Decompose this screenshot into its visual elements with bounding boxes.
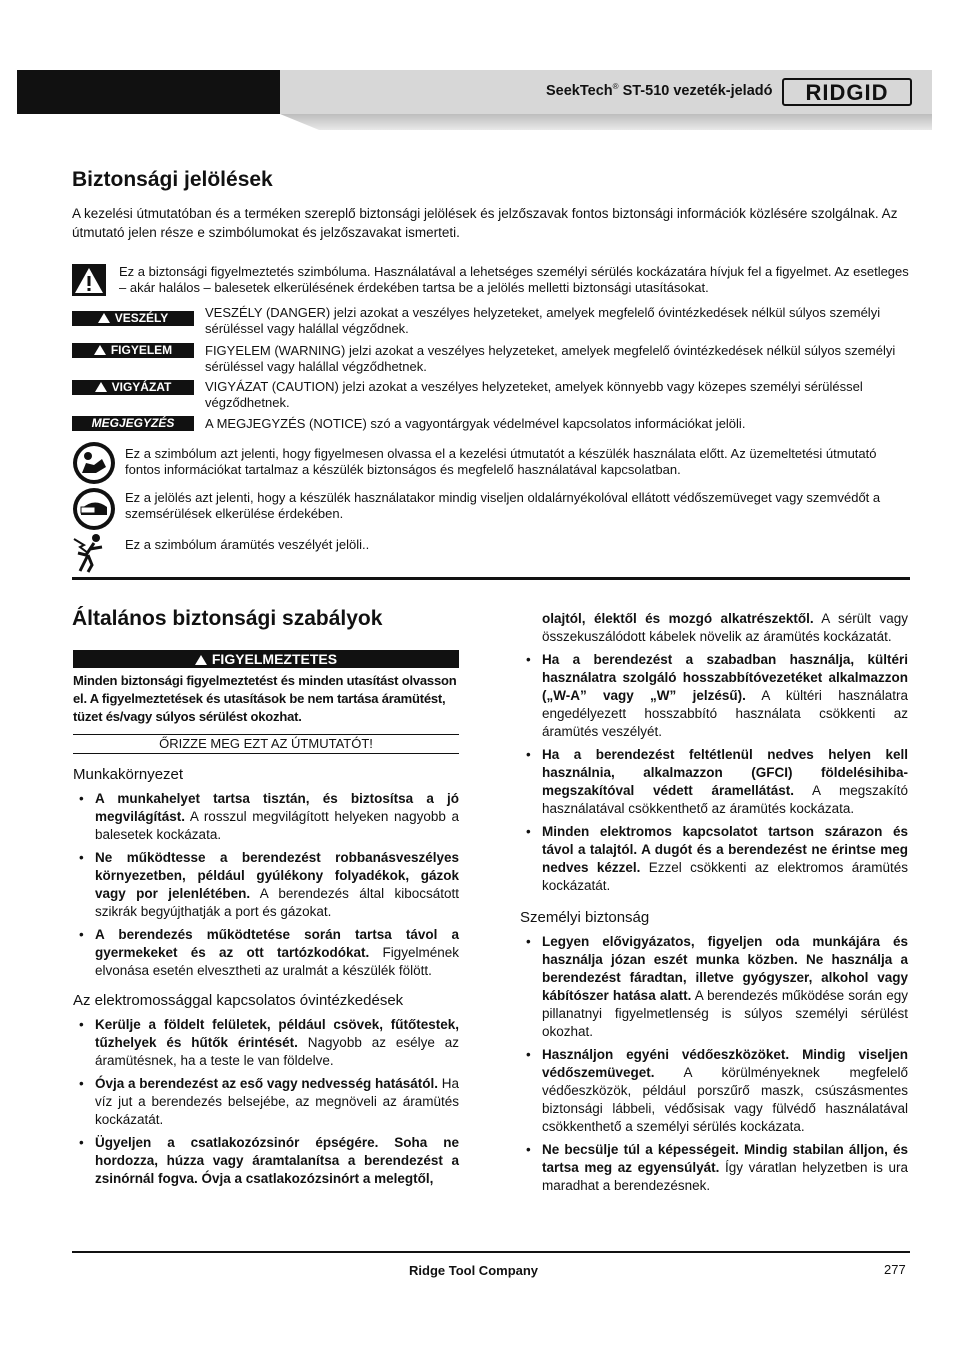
footer-company: Ridge Tool Company xyxy=(409,1263,539,1278)
section-divider xyxy=(72,577,910,580)
caution-text: VIGYÁZAT (CAUTION) jelzi azokat a veszélyes helyzeteket, amelyek könnyebb vagy közepes személyi sérüléssel végződhetnek. xyxy=(205,379,863,410)
keep-manual-notice: ŐRIZZE MEG EZT AZ ÚTMUTATÓT! xyxy=(73,734,459,754)
logo-text: RIDGID xyxy=(805,80,889,105)
electrical-heading: Az elektromossággal kapcsolatos óvintézkedések xyxy=(73,992,404,1009)
personal-safety-list xyxy=(520,933,908,1195)
list-item: • Ne működtesse a berendezést robbanásveszélyes környezetben, például gyúlékony folyadékok, gázok vagy por jelenlétében. A berendezés által kibocsátott szikrák begyújthatják a port és gázokat. xyxy=(73,849,459,921)
page-number: 277 xyxy=(884,1262,906,1277)
list-item: • Kerülje a földelt felületek, például csövek, fűtőtestek, tűzhelyek és hűtők érintését. Nagyobb az esélye az áramütésnek, ha a teste le van földelve. xyxy=(73,1016,459,1070)
badge-danger: VESZÉLY xyxy=(72,311,194,326)
safety-glasses-icon xyxy=(72,487,116,531)
left-column xyxy=(73,650,459,1193)
badge-notice: MEGJEGYZÉS xyxy=(72,416,194,431)
continued-text: olajtól, élektől és mozgó alkatrészektől. A sérült vagy összekuszálódott kábelek növelik az áramütés kockázatát. xyxy=(542,611,908,644)
warning-text: FIGYELEM (WARNING) jelzi azokat a veszélyes helyzeteket, amelyek megfelelő óvintézkedések nélkül súlyos személyi sérüléssel vagy halállal végződhetnek. xyxy=(205,343,896,374)
list-item: • A munkahelyet tartsa tisztán, és biztosítsa a jó megvilágítást. A rosszul megvilágított helyeken nagyobb a balesetek kockázata. xyxy=(73,790,459,844)
alert-symbol-text: Ez a biztonsági figyelmeztetés szimbóluma. Használatával a lehetséges személyi sérülés kockázatára hívjuk fel a figyelmet. Az esetleges – akár halálos – balesetek elkerülésének érdekében tartsa be a jelölés melletti biztonsági utasításokat. xyxy=(119,264,909,295)
read-manual-text: Ez a szimbólum azt jelenti, hogy figyelmesen olvassa el a kezelési útmutatót a készülék használata előtt. Az üzemeltetési útmutató fontos információkat tartalmaz a készülék biztonságos és megfelelő használatával kapcsolatban. xyxy=(125,446,877,477)
list-item: • A berendezés működtetése során tartsa távol a gyermekeket és az ott tartózkodókat. Figyelmének elvonása esetén elvesztheti az uralmát a készülék fölött. xyxy=(73,926,459,980)
badge-caution: VIGYÁZAT xyxy=(72,380,194,395)
header-black-bar xyxy=(17,70,280,114)
list-item: • Ne becsülje túl a képességeit. Mindig stabilan álljon, és tartsa meg az egyensúlyát. Így váratlan helyzetben is ura maradhat a berendezésnek. xyxy=(520,1141,908,1195)
header-shadow xyxy=(280,114,932,130)
warning-triangle-icon xyxy=(94,345,106,355)
notice-text: A MEGJEGYZÉS (NOTICE) szó a vagyontárgyak védelmével kapcsolatos információkat jelöli. xyxy=(205,416,746,431)
work-area-list xyxy=(73,790,459,980)
footer-rule xyxy=(72,1251,910,1253)
right-column xyxy=(520,610,908,1200)
section1-title: Biztonsági jelölések xyxy=(72,168,273,191)
warning-bar: FIGYELMEZTETES xyxy=(73,650,459,668)
electrical-list xyxy=(73,1016,459,1188)
list-item: • Ha a berendezést a szabadban használja, kültéri használatra szolgáló hosszabbítóvezetéket alkalmazzon („W-A” vagy „W” jelzésű). A kültéri használatra engedélyezett hosszabbító használata csökkenti az áramütés veszélyét. xyxy=(520,651,908,741)
safety-glasses-text: Ez a jelölés azt jelenti, hogy a készülék használatakor mindig viseljen oldalárnyékolóval ellátott védőszemüveget vagy szemvédőt a szemsérülések elkerülése érdekében. xyxy=(125,490,881,521)
badge-warning: FIGYELEM xyxy=(72,343,194,358)
warning-triangle-icon xyxy=(195,655,207,665)
list-item: • Használjon egyéni védőeszközöket. Mindig viseljen védőszemüveget. A körülményeknek megfelelő védőeszközök, például porszűrő maszk, csúszásmentes biztonsági lábbeli, védősisak vagy fülvédő használatával csökkenthető a személyi sérülés kockázata. xyxy=(520,1046,908,1136)
section1-intro: A kezelési útmutatóban és a terméken szereplő biztonsági jelölések és jelzőszavak fontos biztonsági információk közlésére szolgálnak. Az útmutató jelen része e szimbólumokat és jelzőszavakat ismerteti. xyxy=(72,206,898,240)
electric-shock-text: Ez a szimbólum áramütés veszélyét jelöli.. xyxy=(125,537,370,552)
warning-triangle-icon xyxy=(98,313,110,323)
section2-title: Általános biztonsági szabályok xyxy=(72,607,383,630)
work-area-heading: Munkakörnyezet xyxy=(73,766,184,783)
ridgid-logo xyxy=(782,78,912,106)
read-manual-icon xyxy=(72,441,116,485)
electric-shock-icon xyxy=(72,533,112,573)
list-item: • Ügyeljen a csatlakozózsinór épségére. Soha ne hordozza, húzza vagy áramtalanítsa a berendezést a zsinórnál fogva. Óvja a csatlakozózsinórt a melegtől, xyxy=(73,1134,459,1188)
header-title: SeekTech® ST-510 vezeték-jeladó xyxy=(546,82,773,99)
personal-safety-heading: Személyi biztonság xyxy=(520,909,650,926)
warning-bar-text: Minden biztonsági figyelmeztetést és minden utasítást olvasson el. A figyelmeztetések és utasítások be nem tartása áramütést, tüzet és/vagy súlyos sérülést okozhat. xyxy=(73,673,457,724)
list-item: • Óvja a berendezést az eső vagy nedvesség hatásától. Ha víz jut a berendezés belsejébe, az megnöveli az áramütés kockázatát. xyxy=(73,1075,459,1129)
safety-alert-icon xyxy=(72,264,106,296)
list-item: • Legyen elővigyázatos, figyeljen oda munkájára és használja józan eszét munka közben. Ne használja a berendezést fáradtan, illetve gyógyszer, alkohol vagy kábítószer hatása alatt. A berendezés működése során egy pillanatnyi figyelmetlenség is súlyos személyi sérülést okozhat. xyxy=(520,933,908,1041)
electrical-list-continued xyxy=(520,651,908,895)
warning-triangle-icon xyxy=(95,382,107,392)
danger-text: VESZÉLY (DANGER) jelzi azokat a veszélyes helyzeteket, amelyek megfelelő óvintézkedések nélkül súlyos személyi sérüléssel vagy halállal végződnek. xyxy=(205,305,881,336)
list-item: • Ha a berendezést feltétlenül nedves helyen kell használnia, alkalmazzon (GFCI) földelésihiba-megszakítóval védett áramellátást. A megszakító használatával csökkenthető az áramütés kockázata. xyxy=(520,746,908,818)
list-item: • Minden elektromos kapcsolatot tartson szárazon és távol a talajtól. A dugót és a berendezést ne érintse meg nedves kézzel. Ezzel csökkenti az elektromos áramütés kockázatát. xyxy=(520,823,908,895)
